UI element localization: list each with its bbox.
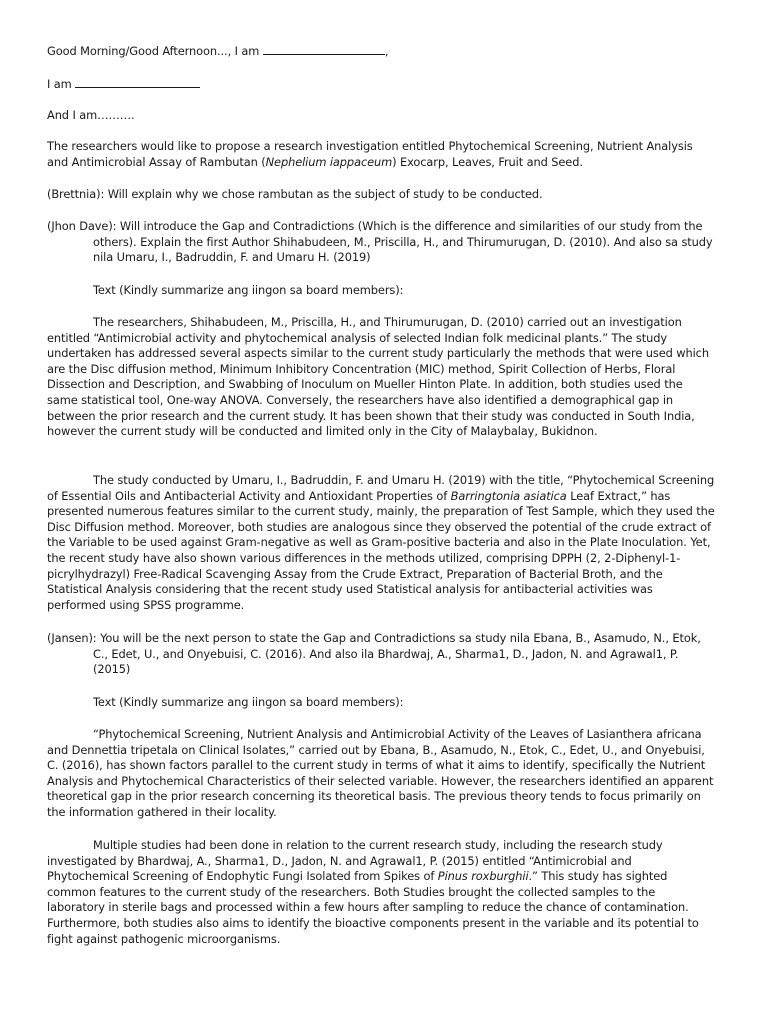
scientific-name: Pinus roxburghii <box>437 869 529 884</box>
jhon-dave-role: (Jhon Dave): Will introduce the Gap and Contradictions (Which is the difference and similarities of our study from the others). Explain the first Author Shihabudeen, M., Priscilla, H., and Thirumurugan, D. (2010). And also sa study nila Umaru, I., Badruddin, F. and Umaru H. (2019) <box>47 219 713 265</box>
paragraph-umaru <box>47 473 715 613</box>
greeting-text: Good Morning/Good Afternoon..., I am <box>47 44 260 58</box>
paragraph-bhardwaj <box>47 838 715 947</box>
scientific-name: Nephelium iappaceum <box>265 154 393 169</box>
umaru-text: The study conducted by Umaru, I., Badruddin, F. and Umaru H. (2019) with the title, “Phytochemical Screening of Essential Oils and Antibacterial Activity and Antioxidant Properties of <box>47 473 715 503</box>
paragraph-shihabudeen: The researchers, Shihabudeen, M., Priscilla, H., and Thirumurugan, D. (2010) carried out an investigation entitled “Antimicrobial activity and phytochemical analysis of selected Indian folk medicinal plants.” The study undertaken has addressed several aspects similar to the current study particularly the methods that were used which are the Disc diffusion method, Minimum Inhibitory Concentration (MIC) method, Spirit Collection of Herbs, Floral Dissection and Description, and Swabbing of Inoculum on Mueller Hinton Plate. In addition, both studies used the same statistical tool, One-way ANOVA. Conversely, the researchers have also identified a demographical gap in between the prior research and the current study. It has been shown that their study was conducted in South India, however the current study will be conducted and limited only in the City of Malaybalay, Bukidnon. <box>47 315 709 439</box>
intro-paragraph <box>47 139 715 170</box>
brettnia-role: (Brettnia): Will explain why we chose rambutan as the subject of study to be conducted. <box>47 187 543 201</box>
umaru-text-end: Leaf Extract,” has presented numerous features similar to the current study, mainly, the preparation of Test Sample, which they used the Disc Diffusion method. Moreover, both studies are analogous since they observed the potential of the crude extract of the Variable to be used against Gram-negative as well as Gram-positive bacteria and also in the Plate Inoculation. Yet, the recent study have also shown various differences in the methods utilized, comprising DPPH (2, 2-Diphenyl-1-picrylhydrazyl) Free-Radical Scavenging Assay from the Crude Extract, Preparation of Bacterial Broth, and the Statistical Analysis considering that the recent study used Statistical analysis for antibacterial activities was performed using SPSS programme. <box>47 488 715 612</box>
intro-text: The researchers would like to propose a research investigation entitled Phytochemical Screening, Nutrient Analysis and Antimicrobial Assay of Rambutan ( <box>47 139 693 169</box>
greeting-i-am: I am <box>47 77 72 91</box>
scientific-name: Barringtonia asiatica <box>450 488 567 503</box>
greeting-comma: , <box>384 44 389 58</box>
intro-text-end: ) Exocarp, Leaves, Fruit and Seed. <box>392 154 583 169</box>
bhardwaj-text: Multiple studies had been done in relation to the current research study, including the research study investigated by Bhardwaj, A., Sharma1, D., Jadon, N. and Agrawal1, P. (2015) entitled “Antimicrobial and Phytochemical Screening of Endophytic Fungi Isolated from Spikes of <box>47 838 663 884</box>
greeting-line-1 <box>47 43 715 60</box>
jansen-role: (Jansen): You will be the next person to state the Gap and Contradictions sa study nila Ebana, B., Asamudo, N., Etok, C., Edet, U., and Onyebuisi, C. (2016). And also ila Bhardwaj, A., Sharma1, D., Jadon, N. and Agrawal1, P. (2015) <box>47 631 701 677</box>
greeting-line-3: And I am………. <box>47 108 135 122</box>
text-prompt-1: Text (Kindly summarize ang iingon sa board members): <box>93 283 404 297</box>
text-prompt-2: Text (Kindly summarize ang iingon sa board members): <box>93 695 404 709</box>
bhardwaj-text-end: .” This study has sighted common features to the current study of the researchers. Both Studies brought the collected samples to the laboratory in sterile bags and processed within a few hours after sampling to reduce the chance of contamination. Furthermore, both studies also aims to identify the bioactive components present in the variable and its potential to fight against pathogenic microorganisms. <box>47 869 699 946</box>
name-blank-2 <box>75 76 200 88</box>
greeting-line-2 <box>47 76 715 93</box>
paragraph-ebana: “Phytochemical Screening, Nutrient Analysis and Antimicrobial Activity of the Leaves of Lasianthera africana and Dennettia tripetala on Clinical Isolates,” carried out by Ebana, B., Asamudo, N., Etok, C., Edet, U., and Onyebuisi, C. (2016), has shown factors parallel to the current study in terms of what it aims to identify, specifically the Nutrient Analysis and Phytochemical Characteristics of their selected variable. However, the researchers identified an apparent theoretical gap in the prior research concerning its theoretical basis. The previous theory tends to focus primarily on the information gathered in their locality. <box>47 727 714 819</box>
name-blank-1 <box>263 43 385 55</box>
